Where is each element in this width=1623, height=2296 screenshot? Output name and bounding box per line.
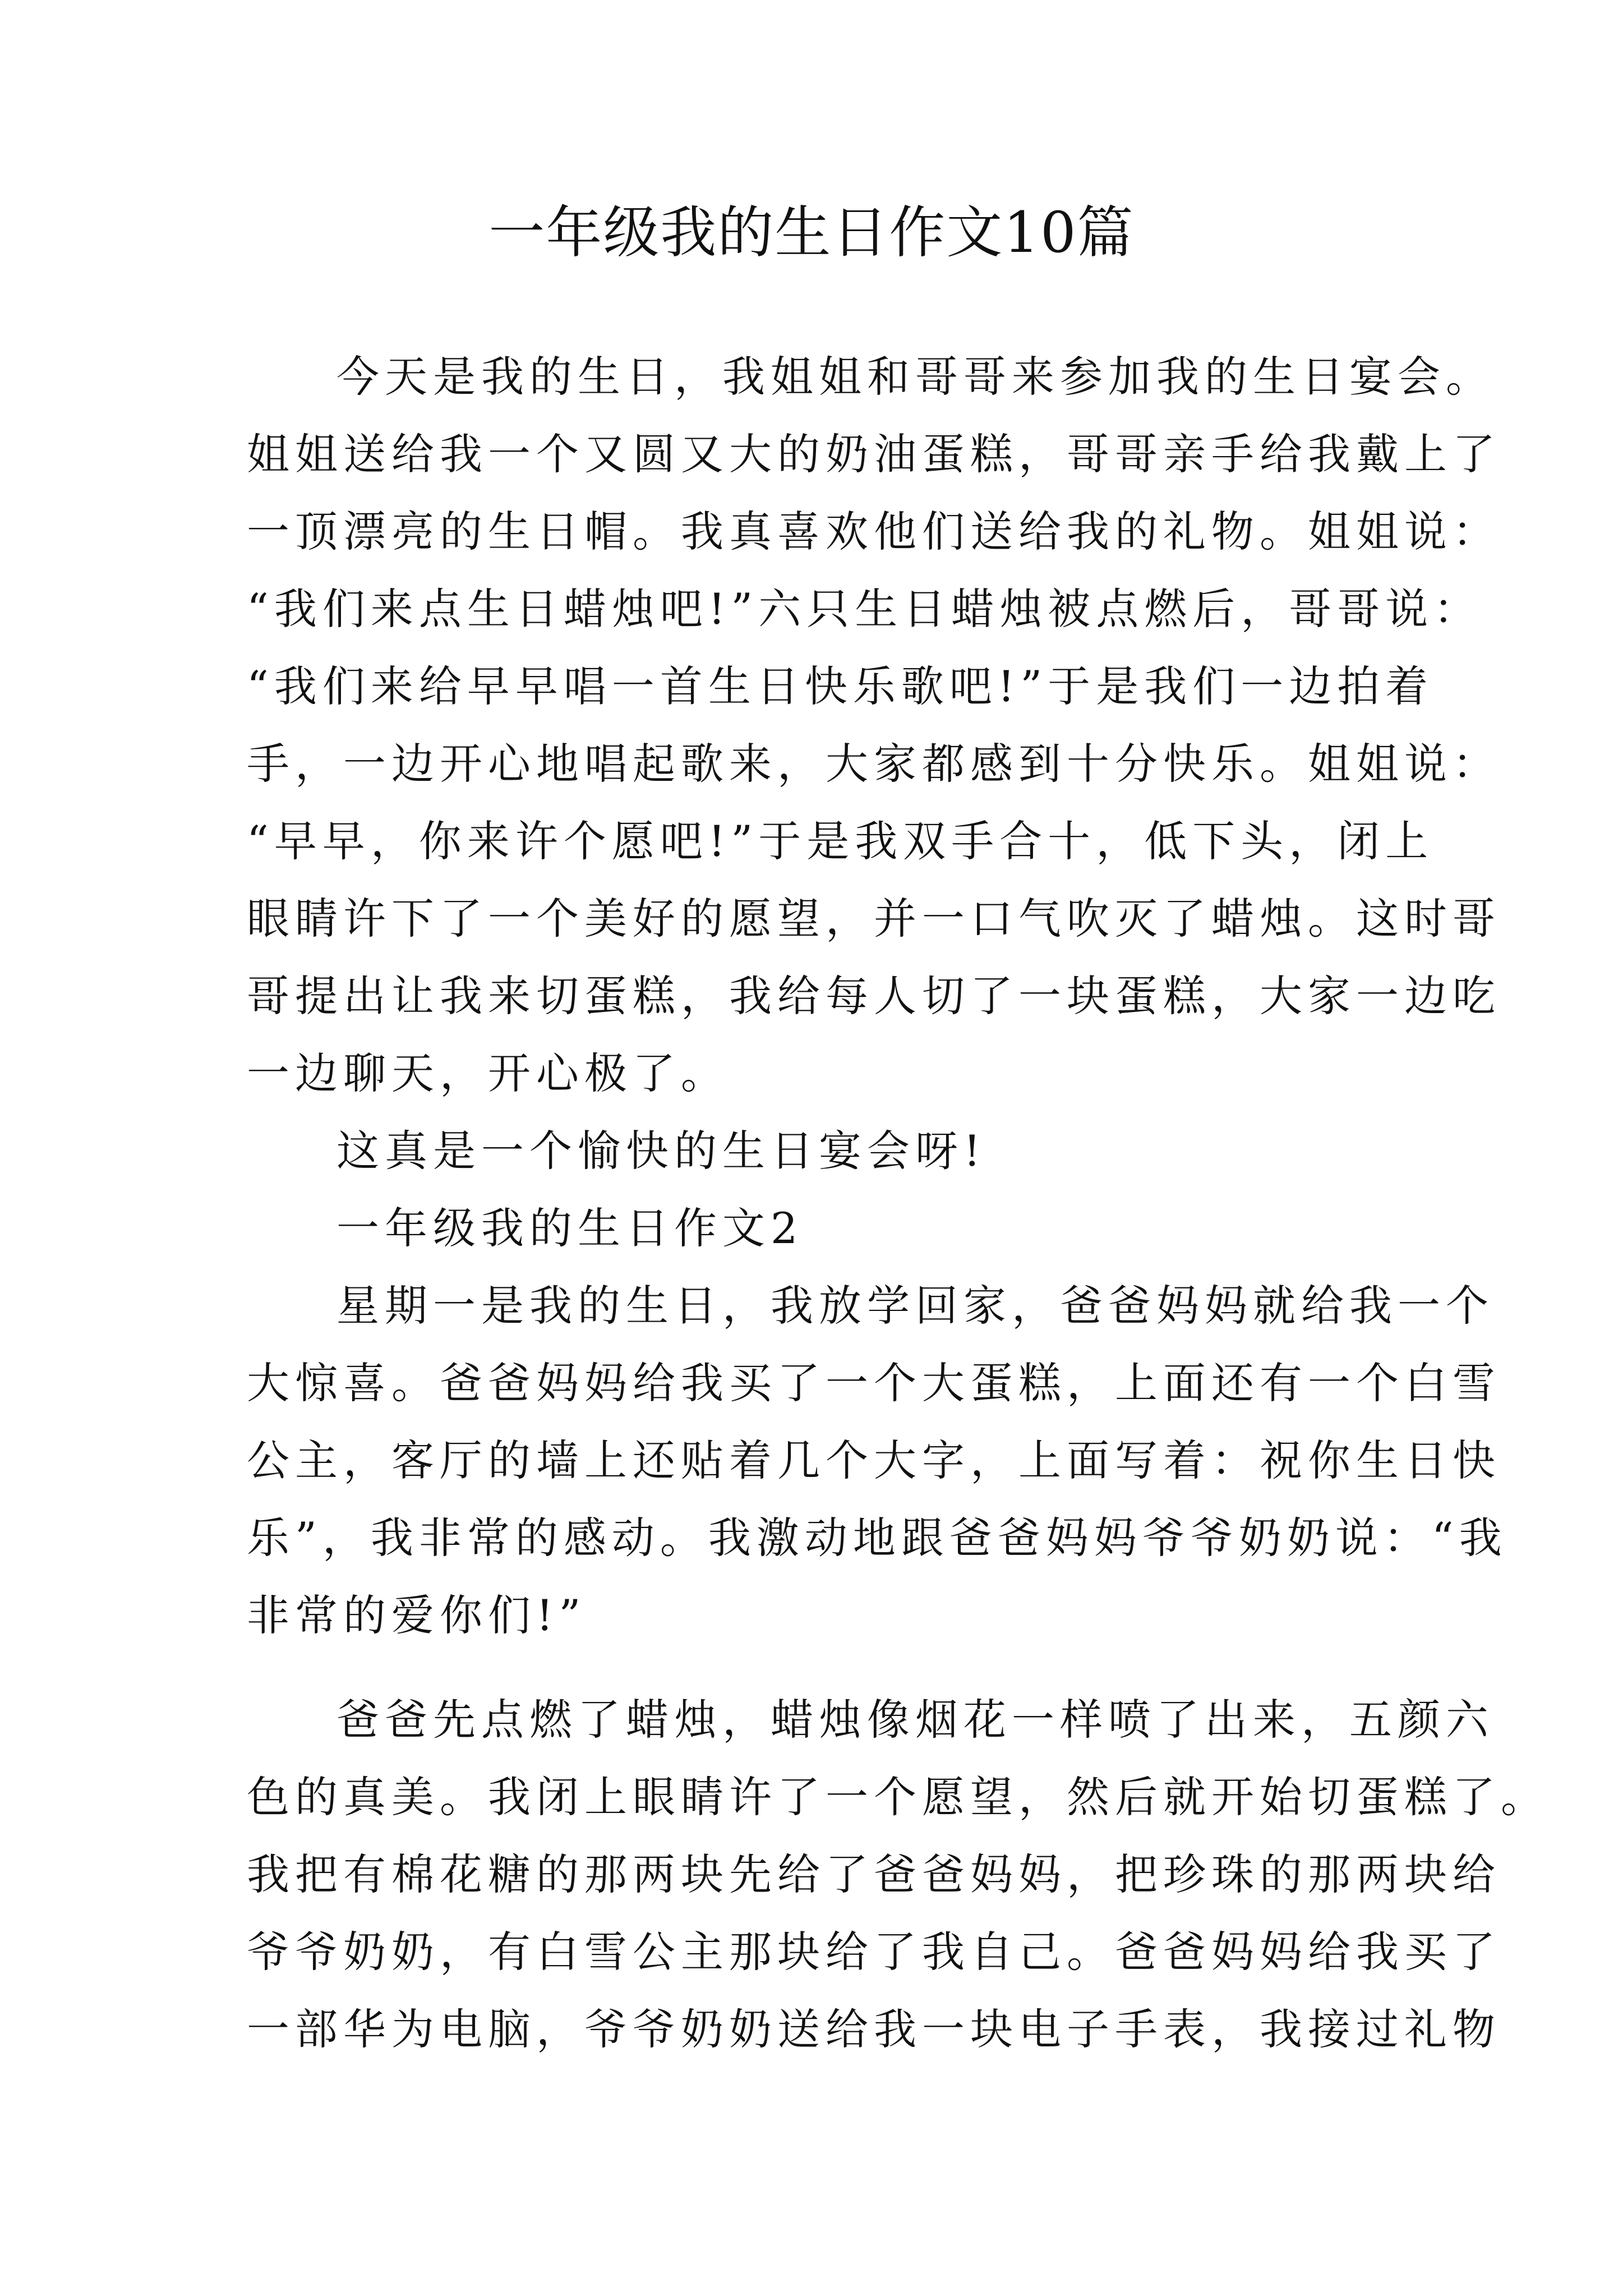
text-line: 色的真美。我闭上眼睛许了一个愿望，然后就开始切蛋糕了。 xyxy=(247,1772,1549,1822)
paragraph-gap xyxy=(247,1654,1413,1681)
text-line: 一部华为电脑，爷爷奶奶送给我一块电子手表，我接过礼物 xyxy=(247,2004,1501,2054)
text-line: 一顶漂亮的生日帽。我真喜欢他们送给我的礼物。姐姐说： xyxy=(247,507,1501,556)
text-line: 一边聊天，开心极了。 xyxy=(247,1048,729,1098)
text-line: 今天是我的生日，我姐姐和哥哥来参加我的生日宴会。 xyxy=(336,352,1494,402)
text-line: 大惊喜。爸爸妈妈给我买了一个大蛋糕，上面还有一个白雪 xyxy=(247,1358,1501,1408)
section-heading: 一年级我的生日作文2 xyxy=(336,1203,804,1253)
text-line: 这真是一个愉快的生日宴会呀! xyxy=(336,1126,986,1176)
text-line: 公主，客厅的墙上还贴着几个大字，上面写着：祝你生日快 xyxy=(247,1435,1501,1485)
text-line: 手，一边开心地唱起歌来，大家都感到十分快乐。姐姐说： xyxy=(247,739,1501,789)
text-line: 非常的爱你们!” xyxy=(247,1590,587,1640)
text-line: 星期一是我的生日，我放学回家，爸爸妈妈就给我一个 xyxy=(336,1281,1494,1331)
text-line: “我们来给早早唱一首生日快乐歌吧!”于是我们一边拍着 xyxy=(247,661,1434,711)
text-line: 爸爸先点燃了蜡烛，蜡烛像烟花一样喷了出来，五颜六 xyxy=(336,1695,1494,1745)
text-line: 姐姐送给我一个又圆又大的奶油蛋糕，哥哥亲手给我戴上了 xyxy=(247,429,1501,479)
document-body xyxy=(247,338,1549,2068)
text-line: “早早，你来许个愿吧!”于是我双手合十，低下头，闭上 xyxy=(247,816,1434,866)
text-line: 哥提出让我来切蛋糕，我给每人切了一块蛋糕，大家一边吃 xyxy=(247,971,1501,1021)
text-line: 眼睛许下了一个美好的愿望，并一口气吹灭了蜡烛。这时哥 xyxy=(247,894,1501,944)
text-line: 我把有棉花糖的那两块先给了爸爸妈妈，把珍珠的那两块给 xyxy=(247,1849,1501,1899)
text-line: “我们来点生日蜡烛吧!”六只生日蜡烛被点燃后，哥哥说： xyxy=(247,584,1482,634)
document-title: 一年级我的生日作文10篇 xyxy=(488,200,1135,265)
text-line: 乐”，我非常的感动。我激动地跟爸爸妈妈爷爷奶奶说：“我 xyxy=(247,1513,1507,1563)
text-line: 爷爷奶奶，有白雪公主那块给了我自己。爸爸妈妈给我买了 xyxy=(247,1927,1501,1977)
